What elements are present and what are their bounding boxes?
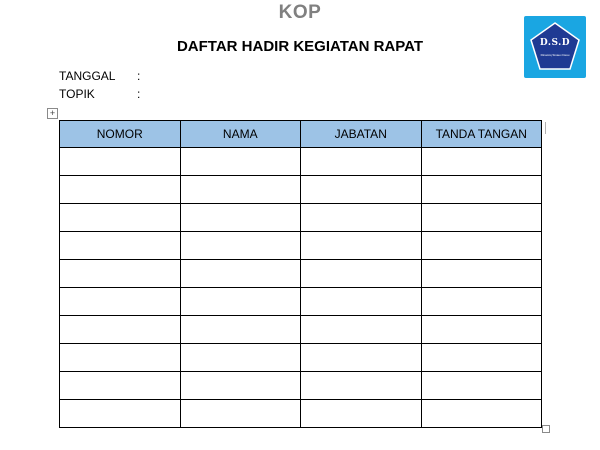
table-cell[interactable]	[60, 204, 181, 232]
table-cell[interactable]	[180, 176, 301, 204]
column-header-tanda-tangan: TANDA TANGAN	[421, 121, 542, 148]
table-cell[interactable]	[421, 316, 542, 344]
logo-text: D.S.D	[539, 38, 571, 48]
table-cell[interactable]	[180, 232, 301, 260]
table-cell[interactable]	[60, 344, 181, 372]
table-cell[interactable]	[301, 344, 422, 372]
table-row	[60, 148, 542, 176]
table-cell[interactable]	[301, 372, 422, 400]
table-cell[interactable]	[301, 260, 422, 288]
tanggal-colon: :	[137, 69, 141, 83]
tanggal-label: TANGGAL	[59, 69, 116, 83]
table-row	[60, 232, 542, 260]
table-cell[interactable]	[421, 288, 542, 316]
table-row	[60, 176, 542, 204]
table-cell[interactable]	[301, 288, 422, 316]
attendance-table	[59, 120, 542, 428]
logo-subtext: Dinamiq Sinaux Desu	[540, 53, 570, 57]
topik-label: TOPIK	[59, 87, 95, 101]
meta-tanggal	[59, 69, 140, 83]
table-cell[interactable]	[180, 148, 301, 176]
table-cell[interactable]	[180, 344, 301, 372]
table-cell[interactable]	[421, 260, 542, 288]
kop-heading: KOP	[278, 2, 322, 23]
table-cell[interactable]	[301, 176, 422, 204]
table-row	[60, 316, 542, 344]
table-header-row	[60, 121, 542, 148]
table-cell[interactable]	[180, 260, 301, 288]
logo	[524, 16, 586, 78]
table-row	[60, 288, 542, 316]
topik-colon: :	[137, 87, 141, 101]
table-cell[interactable]	[421, 232, 542, 260]
table-cell[interactable]	[301, 316, 422, 344]
resize-icon[interactable]	[542, 425, 550, 433]
table-cell[interactable]	[421, 148, 542, 176]
table-row	[60, 400, 542, 428]
table-cell[interactable]	[180, 400, 301, 428]
document-title: DAFTAR HADIR KEGIATAN RAPAT	[176, 38, 424, 55]
table-cell[interactable]	[421, 344, 542, 372]
table-cell[interactable]	[60, 148, 181, 176]
table-edge-marker	[542, 122, 546, 134]
table-cell[interactable]	[60, 288, 181, 316]
column-header-nama: NAMA	[180, 121, 301, 148]
table-cell[interactable]	[421, 204, 542, 232]
column-header-nomor: NOMOR	[60, 121, 181, 148]
table-cell[interactable]	[180, 288, 301, 316]
table-cell[interactable]	[180, 372, 301, 400]
table-cell[interactable]	[421, 400, 542, 428]
move-icon[interactable]: +	[47, 108, 58, 119]
table-cell[interactable]	[421, 176, 542, 204]
table-row	[60, 260, 542, 288]
table-cell[interactable]	[301, 204, 422, 232]
meta-topik	[59, 87, 140, 101]
table-cell[interactable]	[60, 232, 181, 260]
table-row	[60, 344, 542, 372]
table-cell[interactable]	[60, 176, 181, 204]
table-cell[interactable]	[301, 400, 422, 428]
table-row	[60, 372, 542, 400]
table-cell[interactable]	[60, 260, 181, 288]
table-row	[60, 204, 542, 232]
table-cell[interactable]	[60, 316, 181, 344]
table-cell[interactable]	[60, 400, 181, 428]
table-cell[interactable]	[301, 232, 422, 260]
table-cell[interactable]	[180, 316, 301, 344]
table-cell[interactable]	[60, 372, 181, 400]
table-cell[interactable]	[421, 372, 542, 400]
column-header-jabatan: JABATAN	[301, 121, 422, 148]
table-cell[interactable]	[301, 148, 422, 176]
table-cell[interactable]	[180, 204, 301, 232]
